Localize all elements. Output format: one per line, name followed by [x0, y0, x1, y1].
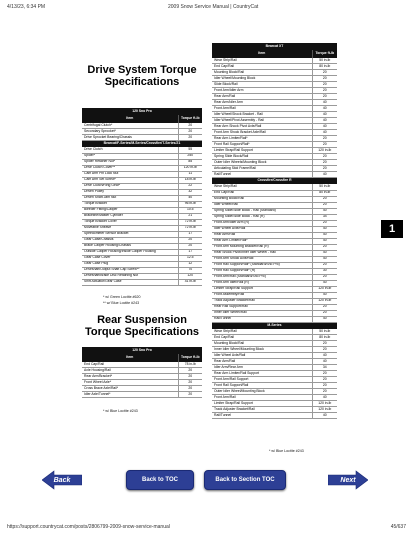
item-cell: Torque Bracket: [82, 201, 178, 207]
item-cell: Moveable Sheave: [82, 225, 178, 231]
item-cell: Idler Wheel/Shock Bracket - Rail: [212, 112, 312, 118]
torque-cell: 40: [312, 112, 337, 118]
item-cell: Wear Strip/Rail: [212, 58, 312, 64]
model-band: Bearcat XT: [212, 43, 337, 50]
torque-cell: 50 in-lb: [312, 184, 337, 190]
item-cell: Spring Slide/Slide Block - Rail (Standard): [212, 208, 312, 214]
item-cell: Rail/Tunnel: [212, 413, 312, 419]
torque-column-header: Torque ft-lb: [312, 50, 337, 58]
item-cell: Track Adjuster Bracket/Rail: [212, 407, 312, 413]
torque-cell: 20: [178, 392, 202, 398]
drive-title-line2: Specifications: [104, 75, 180, 88]
torque-cell: 40: [312, 256, 337, 262]
item-cell: Wear Strip/Rail: [212, 329, 312, 335]
rear-title-line2: Torque Specifications: [84, 325, 200, 338]
torque-cell: 20: [312, 220, 337, 226]
model-band: M-Series: [212, 322, 337, 329]
print-date: 4/13/23, 6:34 PM: [7, 4, 46, 10]
torque-cell: 20: [312, 304, 337, 310]
torque-cell: 70: [178, 267, 202, 273]
torque-cell: 120 in-lb: [312, 401, 337, 407]
torque-cell: 80 in-lb: [312, 64, 337, 70]
item-cell: Front Arm/Idler Arm: [212, 88, 312, 94]
torque-cell: 40: [312, 280, 337, 286]
torque-cell: 20: [312, 274, 337, 280]
torque-cell: 40: [312, 353, 337, 359]
back-label: Back: [53, 476, 71, 484]
drive-torque-table: [82, 108, 202, 286]
torque-cell: 11: [178, 171, 202, 177]
torque-cell: 20: [312, 347, 337, 353]
item-cell: End Cap/Rail: [212, 64, 312, 70]
torque-cell: 20: [312, 82, 337, 88]
torque-cell: 20: [178, 243, 202, 249]
item-cell: Drive Clutch/Ring Gear*: [82, 183, 178, 189]
torque-cell: 120: [178, 273, 202, 279]
torque-cell: 120 in-lb: [312, 407, 337, 413]
item-cell: Rear Rail Support/Rail: [212, 304, 312, 310]
item-cell: Slide Block/Rail: [212, 82, 312, 88]
torque-cell: 72 in-lb: [178, 225, 202, 231]
torque-cell: 20: [312, 142, 337, 148]
item-cell: Inner Idler Wheel/Mounting Block: [212, 347, 312, 353]
torque-cell: 20: [178, 380, 202, 386]
torque-cell: 20: [312, 389, 337, 395]
torque-cell: 21: [178, 213, 202, 219]
torque-cell: 120 in-lb: [178, 165, 202, 171]
suspension-models-table: [212, 43, 337, 419]
torque-cell: 20: [312, 196, 337, 202]
item-cell: Spring Slide Block/Rail: [212, 154, 312, 160]
item-cell: Drive Clutch Cover**: [82, 165, 178, 171]
torque-cell: 40: [312, 250, 337, 256]
back-to-toc-button[interactable]: Back to TOC: [126, 470, 194, 490]
item-cell: Torque Bracket Cover: [82, 219, 178, 225]
item-cell: Brake Caliper Housing/Chassis: [82, 243, 178, 249]
table-row: [212, 413, 337, 419]
torque-cell: 41 in-lb: [178, 279, 202, 285]
item-cell: Wear Strip/Rail: [212, 184, 312, 190]
torque-cell: 22: [178, 183, 202, 189]
item-cell: Mounting Block/Rail: [212, 70, 312, 76]
torque-cell: 50 in-lb: [312, 58, 337, 64]
torque-cell: 40: [312, 238, 337, 244]
item-cell: Front Arm/Rail (Standard/Sno Pro): [212, 274, 312, 280]
item-cell: Front Arm/Rail Support: [212, 377, 312, 383]
table-row: [82, 279, 202, 285]
torque-cell: 30: [312, 268, 337, 274]
item-cell: Track Adjuster Bracket/Rail: [212, 298, 312, 304]
item-cell: Drive Clutch: [82, 147, 178, 153]
torque-cell: 40: [312, 292, 337, 298]
torque-cell: 20: [312, 371, 337, 377]
torque-column-header: Torque ft-lb: [178, 354, 202, 362]
item-cell: Driveshaft/Output Shaft Cap Screw**: [82, 267, 178, 273]
item-cell: Mounting Block/Rail: [212, 341, 312, 347]
item-cell: Centrifugal Clutch*: [82, 123, 178, 129]
torque-cell: 20: [312, 244, 337, 250]
item-cell: Limiter Strap/Rail Support: [212, 401, 312, 407]
torque-cell: 20: [178, 123, 202, 129]
torque-cell: 40: [312, 208, 337, 214]
torque-cell: 120 in-lb: [312, 286, 337, 292]
item-cell: Cross Brace Axle/Rail*: [82, 386, 178, 392]
item-cell: Front Rail Support/Rail*: [212, 142, 312, 148]
drive-system-title: [82, 65, 202, 88]
torque-cell: 20: [312, 88, 337, 94]
torque-cell: 20: [312, 160, 337, 166]
torque-cell: 80 in-lb: [312, 335, 337, 341]
torque-cell: 78 in-lb: [178, 362, 202, 368]
item-cell: Front Rail Support/Rail* (R): [212, 268, 312, 274]
torque-column-header: Torque ft-lb: [178, 115, 202, 123]
torque-cell: 250: [178, 153, 202, 159]
model-band: 120 Sno Pro: [82, 108, 202, 115]
drive-title-line1: Drive System Torque: [87, 64, 197, 76]
torque-cell: 20: [312, 154, 337, 160]
item-cell: Spider Retainer Nut*: [82, 159, 178, 165]
torque-cell: 18 in-lb: [178, 177, 202, 183]
torque-cell: 12.5: [178, 255, 202, 261]
item-cell: Drive Sprocket Bearing/Chassis: [82, 135, 178, 141]
item-cell: Outside Caliper Housing/Inside Caliper Housing: [82, 249, 178, 255]
column-header-row: [82, 115, 202, 123]
item-cell: Articulating Skid Frame/Rail: [212, 166, 312, 172]
torque-cell: 40: [178, 195, 202, 201]
item-column-header: Item: [212, 50, 312, 58]
torque-cell: 40: [312, 359, 337, 365]
torque-cell: 34: [312, 365, 337, 371]
torque-cell: 40: [312, 106, 337, 112]
item-cell: Rear Arm Limiter/Rail*: [212, 136, 312, 142]
item-cell: Limiter Strap/Rail Support: [212, 148, 312, 154]
torque-cell: 20: [312, 341, 337, 347]
column-header-row: [212, 50, 337, 58]
item-cell: Rear Arm/Rail: [212, 232, 312, 238]
item-cell: Front Rail Support/Rail* (Standard/Sno Pro): [212, 262, 312, 268]
torque-cell: 20: [312, 310, 337, 316]
item-cell: Idler Wheel/Rail: [212, 202, 312, 208]
back-button[interactable]: [42, 470, 82, 490]
item-cell: Idler Wheel/Pivot Assembly - Rail: [212, 118, 312, 124]
drive-note-green: * w/ Green Loctite #620: [103, 295, 141, 299]
item-cell: Axle Housing/Rail: [82, 368, 178, 374]
item-cell: Driven Pulley: [82, 189, 178, 195]
torque-cell: 20: [178, 386, 202, 392]
item-cell: Rear Arm Shock Pivot Axle/Rail: [212, 124, 312, 130]
torque-cell: 40: [312, 172, 337, 178]
torque-cell: 20: [312, 166, 337, 172]
item-cell: Front Wheel Axle*: [82, 380, 178, 386]
torque-cell: 20: [312, 76, 337, 82]
torque-cell: 40: [312, 226, 337, 232]
torque-cell: 120 in-lb: [312, 148, 337, 154]
torque-cell: 20: [312, 377, 337, 383]
item-cell: Front Arm Idler/Rail (R): [212, 280, 312, 286]
item-cell: Gear Case/Chassis: [82, 237, 178, 243]
item-cell: Rear Arm Limiter/Rail*: [212, 238, 312, 244]
torque-cell: 10.5: [178, 207, 202, 213]
rear-note-blue: * w/ Blue Loctite #243: [103, 409, 138, 413]
item-cell: End Cap/Rail: [82, 362, 178, 368]
torque-cell: 20: [312, 94, 337, 100]
item-cell: Cam Arm Pin Lock Nut: [82, 171, 178, 177]
torque-cell: 40: [312, 130, 337, 136]
torque-cell: 40: [312, 413, 337, 419]
item-cell: Brakeline/Master Cylinder: [82, 213, 178, 219]
item-cell: Front Arm/Idler Arm (R): [212, 220, 312, 226]
item-cell: Front Assembly/Rail: [212, 292, 312, 298]
torque-cell: 20: [178, 374, 202, 380]
item-cell: Rear Arm Limiter/Rail Support: [212, 371, 312, 377]
torque-cell: 20: [312, 70, 337, 76]
torque-cell: 32: [178, 189, 202, 195]
page-number: 45/637: [390, 524, 406, 530]
item-column-header: Item: [82, 354, 178, 362]
torque-cell: 34: [312, 214, 337, 220]
torque-cell: 20: [178, 368, 202, 374]
item-cell: Gear Case Plug: [82, 261, 178, 267]
torque-cell: 85: [178, 159, 202, 165]
item-cell: Gear Case Cover: [82, 255, 178, 261]
rear-title-line1: Rear Suspension: [97, 314, 187, 326]
torque-cell: 20: [312, 383, 337, 389]
rear-suspension-title: [82, 315, 202, 338]
torque-cell: 40: [312, 100, 337, 106]
torque-cell: 120 in-lb: [312, 298, 337, 304]
model-band: Bearcat/F-Series/M-Series/Crossfire/T-Series/Z1: [82, 141, 202, 148]
torque-cell: 80 in-lb: [312, 190, 337, 196]
torque-cell: 20: [178, 237, 202, 243]
torque-cell: 20: [312, 136, 337, 142]
torque-cell: 72 in-lb: [178, 219, 202, 225]
model-band: 120 Sno Pro: [82, 347, 202, 354]
next-label: Next: [340, 476, 356, 484]
item-cell: Front Arm Mounting Bracket/Rail (R): [212, 244, 312, 250]
item-cell: Rear Arm/Rail: [212, 359, 312, 365]
item-cell: Mounting Block/Rail: [212, 196, 312, 202]
torque-cell: 55: [178, 147, 202, 153]
item-cell: Cam Arm Set Screw*: [82, 177, 178, 183]
item-cell: Rear Arm/Rail: [212, 94, 312, 100]
item-cell: Spring Slide/Slide Block - Rail (R): [212, 214, 312, 220]
column-header-row: [82, 354, 202, 362]
item-cell: Shift Actuator/Gear Case: [82, 279, 178, 285]
item-cell: Rail/Tunnel: [212, 172, 312, 178]
rear-torque-table: [82, 347, 202, 398]
item-cell: Front Rail Support/Rail: [212, 383, 312, 389]
torque-cell: 40: [312, 316, 337, 322]
item-cell: Inner Idler Wheel/Rail: [212, 310, 312, 316]
item-cell: Idler Wheel Axle/Rail: [212, 226, 312, 232]
torque-cell: 12: [178, 261, 202, 267]
item-cell: Front Arm/Rail: [212, 106, 312, 112]
back-to-section-toc-button[interactable]: Back to Section TOC: [204, 470, 286, 490]
item-cell: Front Arm Shock Axle/Rail: [212, 256, 312, 262]
item-cell: Limiter Strap/Rail Support: [212, 286, 312, 292]
item-cell: Rear Arm/Bracket*: [82, 374, 178, 380]
model-band: Crossfire/Crossfire R: [212, 178, 337, 185]
item-cell: Front Arm/Rail: [212, 395, 312, 401]
page-url: https://support.countrycat.com/posts/2806799-2009-snow-service-manual: [7, 524, 170, 530]
item-cell: Idler Wheel Axle/Rail: [212, 353, 312, 359]
item-cell: Rear Shock Pivot/Inner Idler Wheel - Rail: [212, 250, 312, 256]
torque-cell: 40: [312, 232, 337, 238]
item-cell: Front Arm Shock Bracket Axle/Rail: [212, 130, 312, 136]
torque-cell: 20: [312, 262, 337, 268]
chapter-tab: 1: [381, 220, 403, 238]
item-cell: Outer Idler Wheel/Mounting Block: [212, 389, 312, 395]
item-cell: Bleeder Fitting/Caliper: [82, 207, 178, 213]
right-note-blue: * w/ Blue Loctite #243: [269, 449, 304, 453]
torque-cell: 50 in-lb: [312, 329, 337, 335]
item-cell: Rail/Tunnel: [212, 316, 312, 322]
item-cell: Idler Axle/Tunnel*: [82, 392, 178, 398]
item-cell: Driven Shaft Jam Nut: [82, 195, 178, 201]
torque-cell: 40: [312, 124, 337, 130]
torque-cell: 20: [178, 135, 202, 141]
torque-cell: 20: [178, 129, 202, 135]
print-title: 2009 Snow Service Manual | CountryCat: [168, 4, 259, 10]
item-cell: Driveshaft/Brake Disc Retaining Nut: [82, 273, 178, 279]
item-cell: End Cap/Rail: [212, 335, 312, 341]
item-cell: Idler Wheel/Mounting Block: [212, 76, 312, 82]
table-row: [82, 392, 202, 398]
drive-note-blue: ** w/ Blue Loctite #243: [103, 301, 140, 305]
torque-cell: 17: [178, 249, 202, 255]
item-cell: Idler Arm/Rear Arm: [212, 365, 312, 371]
item-cell: End Cap/Rail: [212, 190, 312, 196]
next-button[interactable]: [328, 470, 368, 490]
item-column-header: Item: [82, 115, 178, 123]
item-cell: Secondary Sprocket*: [82, 129, 178, 135]
torque-cell: 20: [312, 202, 337, 208]
item-cell: Spider*: [82, 153, 178, 159]
torque-cell: 17: [178, 231, 202, 237]
item-cell: Outer Idler Wheels/Mounting Block: [212, 160, 312, 166]
torque-cell: 96 in-lb: [178, 201, 202, 207]
torque-cell: 40: [312, 395, 337, 401]
item-cell: Speedometer Sensor Bracket: [82, 231, 178, 237]
torque-cell: 40: [312, 118, 337, 124]
item-cell: Rear Arm/Idler Arm: [212, 100, 312, 106]
